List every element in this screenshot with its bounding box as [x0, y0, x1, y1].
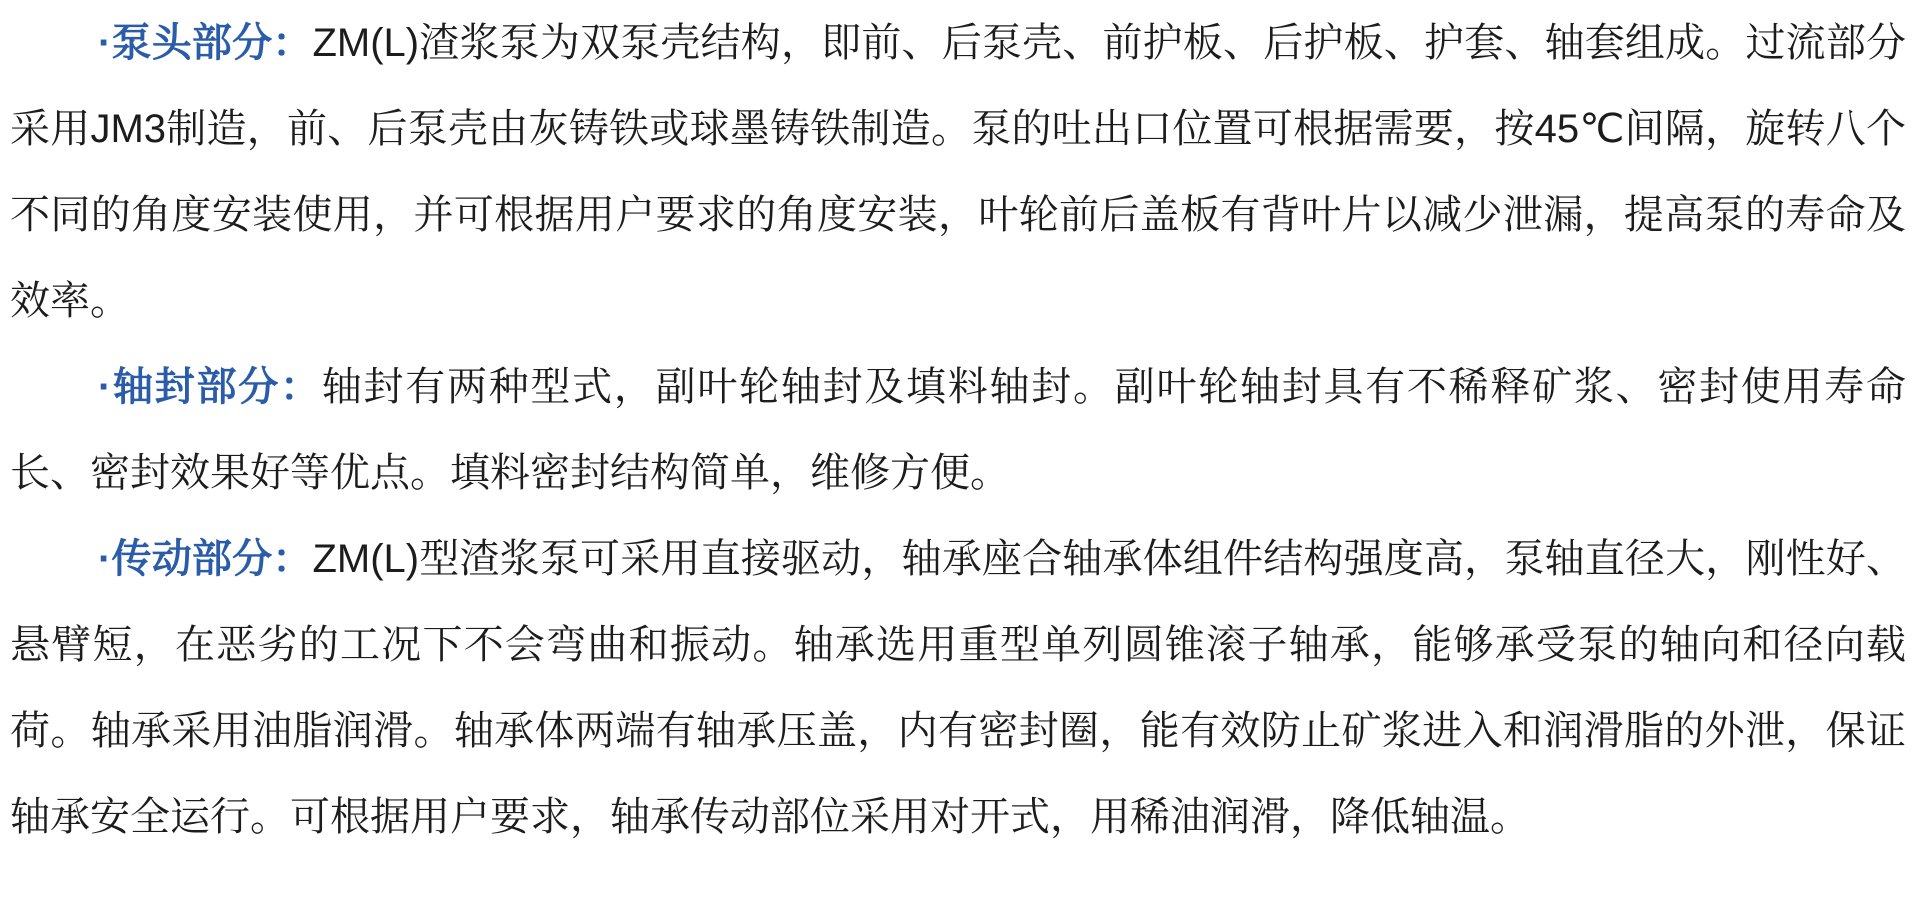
paragraph-pump-head-section [10, 0, 1906, 344]
paragraph-body-pump-head: ZM(L)渣浆泵为双泵壳结构，即前、后泵壳、前护板、后护板、护套、轴套组成。过流部分采用JM3制造，前、后泵壳由灰铸铁或球墨铸铁制造。泵的吐出口位置可根据需要，按45℃间隔，旋转八个不同的角度安装使用，并可根据用户要求的角度安装，叶轮前后盖板有背叶片以减少泄漏，提高泵的寿命及效率。 [10, 21, 1907, 323]
paragraph-body-transmission: ZM(L)型渣浆泵可采用直接驱动，轴承座合轴承体组件结构强度高，泵轴直径大，刚性好、悬臂短，在恶劣的工况下不会弯曲和振动。轴承选用重型单列圆锥滚子轴承，能够承受泵的轴向和径向载荷。轴承采用油脂润滑。轴承体两端有轴承压盖，内有密封圈，能有效防止矿浆进入和润滑脂的外泄，保证轴承安全运行。可根据用户要求，轴承传动部位采用对开式，用稀油润滑，降低轴温。 [10, 537, 1907, 839]
paragraph-heading-pump-head: ·泵头部分： [98, 21, 313, 65]
paragraph-heading-shaft-seal: ·轴封部分： [98, 365, 322, 409]
paragraph-body-shaft-seal: 轴封有两种型式，副叶轮轴封及填料轴封。副叶轮轴封具有不稀释矿浆、密封使用寿命长、密封效果好等优点。填料密封结构简单，维修方便。 [10, 365, 1907, 495]
paragraph-transmission-section [10, 516, 1906, 860]
paragraph-shaft-seal-section [10, 344, 1906, 516]
paragraph-heading-transmission: ·传动部分： [98, 537, 313, 581]
